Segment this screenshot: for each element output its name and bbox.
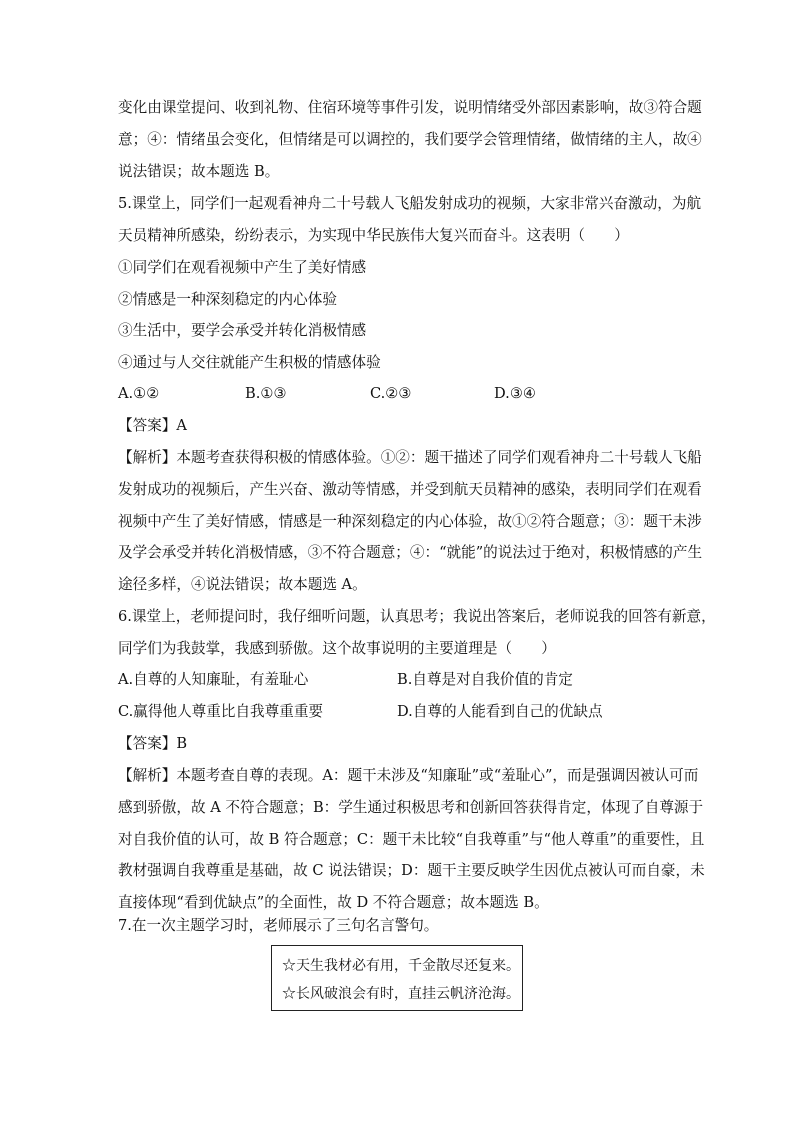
answer: 【答案】A <box>118 417 187 434</box>
question-stem: 同学们为我鼓掌，我感到骄傲。这个故事说明的主要道理是（ ） <box>118 640 556 657</box>
option-b: B.自尊是对自我价值的肯定 <box>397 671 573 688</box>
statement-2: ②情感是一种深刻稳定的内心体验 <box>118 291 337 308</box>
statement-1: ①同学们在观看视频中产生了美好情感 <box>118 259 367 276</box>
option-c: C.赢得他人尊重比自我尊重重要 <box>118 703 324 720</box>
quote-line: ☆天生我材必有用，千金散尽还复来。 <box>282 958 520 974</box>
analysis-line: 【解析】本题考查自尊的表现。A：题干未涉及“知廉耻”或“羞耻心”，而是强调因被认可而 <box>118 767 699 784</box>
quote-line: ☆长风破浪会有时，直挂云帆济沧海。 <box>282 986 520 1002</box>
quote-box <box>271 945 523 1011</box>
analysis-line: 视频中产生了美好情感，情感是一种深刻稳定的内心体验，故①②符合题意；③：题干未涉 <box>118 513 702 530</box>
option-d: D.自尊的人能看到自己的优缺点 <box>397 703 603 720</box>
question-stem: 5.课堂上，同学们一起观看神舟二十号载人飞船发射成功的视频，大家非常兴奋激动，为航 <box>118 195 702 212</box>
analysis-line: 发射成功的视频后，产生兴奋、激动等情感，并受到航天员精神的感染，表明同学们在观看 <box>118 481 702 498</box>
option-c: C.②③ <box>370 385 412 402</box>
analysis-line: 及学会承受并转化消极情感，③不符合题意；④：“就能”的说法过于绝对，积极情感的产生 <box>118 544 703 561</box>
option-b: B.①③ <box>245 385 287 402</box>
question-stem: 天员精神所感染，纷纷表示，为实现中华民族伟大复兴而奋斗。这表明（ ） <box>118 227 629 244</box>
analysis-line: 对自我价值的认可，故 B 符合题意；C：题干未比较“自我尊重”与“他人尊重”的重要性，且 <box>118 831 705 848</box>
question-stem: 6.课堂上，老师提问时，我仔细听问题，认真思考；我说出答案后，老师说我的回答有新意， <box>118 608 716 625</box>
statement-3: ③生活中，要学会承受并转化消极情感 <box>118 322 367 339</box>
text-line: 变化由课堂提问、收到礼物、住宿环境等事件引发，说明情绪受外部因素影响，故③符合题 <box>118 99 702 116</box>
question-stem: 7.在一次主题学习时，老师展示了三句名言警句。 <box>118 917 439 934</box>
analysis-line: 教材强调自我尊重是基础，故 C 说法错误；D：题干主要反映学生因优点被认可而自豪，未 <box>118 862 705 879</box>
statement-4: ④通过与人交往就能产生积极的情感体验 <box>118 354 381 371</box>
option-a: A.自尊的人知廉耻，有羞耻心 <box>118 671 309 688</box>
analysis-line: 直接体现“看到优缺点”的全面性，故 D 不符合题意；故本题选 B。 <box>118 894 549 911</box>
option-d: D.③④ <box>494 385 536 402</box>
analysis-line: 感到骄傲，故 A 不符合题意；B：学生通过积极思考和创新回答获得肯定，体现了自尊源于 <box>118 799 704 816</box>
text-line: 说法错误；故本题选 B。 <box>118 163 280 180</box>
option-a: A.①② <box>118 385 160 402</box>
answer: 【答案】B <box>118 735 188 752</box>
analysis-line: 【解析】本题考查获得积极的情感体验。①②：题干描述了同学们观看神舟二十号载人飞船 <box>118 449 702 466</box>
analysis-line: 途径多样，④说法错误；故本题选 A。 <box>118 576 367 593</box>
text-line: 意；④：情绪虽会变化，但情绪是可以调控的，我们要学会管理情绪，做情绪的主人，故④ <box>118 131 702 148</box>
